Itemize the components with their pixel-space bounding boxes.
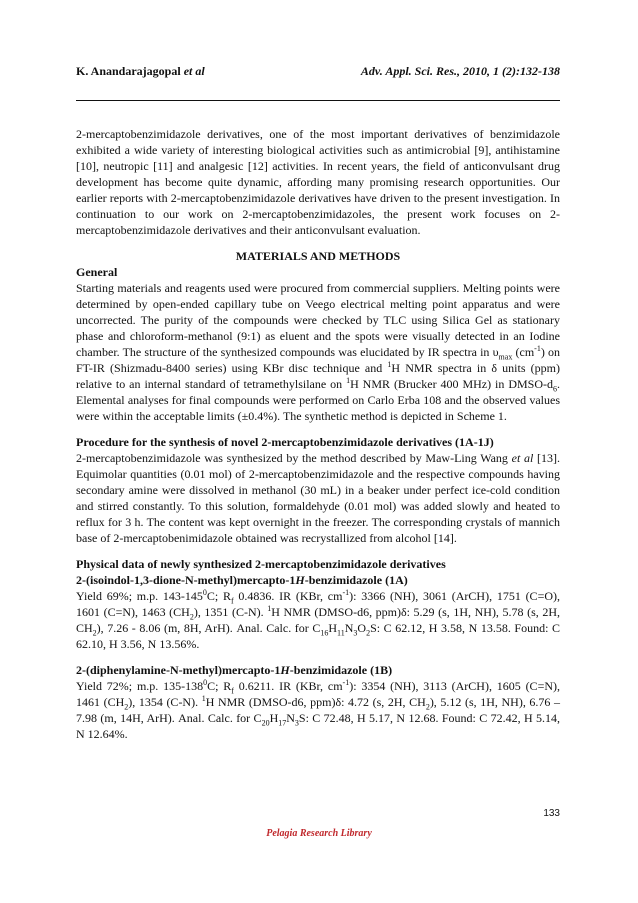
article-body (76, 126, 560, 742)
compound-1b-data: Yield 72%; m.p. $135-138^0C$; $R_f$ 0.6211. IR (KBr, $cm^{-1}$): 3354 (NH), 3113 (ArCH), 1605 (C=N), 1461 $(CH_2)$, 1354 (C-N). $^1$H NMR (DMSO-d6, ppm)δ: 4.72 (s, 2H, $CH_2$), 5.12 (s, 1H, NH), 6.76 – 7.98 (m, 14H, ArH). Anal. Calc. for $C_{20}H_{17}N_3S$: C 72.48, H 5.17, N 12.68. Found: C 72.42, H 5.14, N 12.64%. (76, 678, 561, 741)
section-title: MATERIALS AND METHODS (235, 249, 401, 263)
header-authors (76, 64, 205, 79)
procedure-paragraph: 2-mercaptobenzimidazole was synthesized by the method described by Maw-Ling Wang et al [13]. Equimolar quantities (0.01 mol) of 2-mercaptobenzimidazole and the respective compounds having secondary amine were dissolved in methanol (30 mL) in a beaker under perfect ice-cold condition and stirred constantly. To this solution, formaldehyde (0.01 mol) was added slowly and heated to reflux for 3 h. The content was kept overnight in the freezer. The corresponding crystals of mannich base of 2-mercaptobenimidazole obtained was recrystallized from alcohol [14]. (76, 451, 560, 545)
procedure-heading: Procedure for the synthesis of novel 2-mercaptobenzimidazole derivatives (1A-1J) (76, 435, 494, 449)
header-journal: Adv. Appl. Sci. Res., 2010, 1 (2):132-138 (360, 64, 560, 78)
general-paragraph: Starting materials and reagents used were procured from commercial suppliers. Melting points were determined by open-ended capillary tube on Veego electrical melting point apparatus and were uncorrected. The purity of the compounds were checked by TLC using Silica Gel as stationary phase and chloroform-methanol (9:1) as eluent and the spots were visually detected in an Iodine chamber. The structure of the synthesized compounds was elucidated by IR spectra in $\upsilon_{max}$ $(cm^{-1})$ on FT-IR (Shizmadu-8400 series) using KBr disc technique and $^1$H NMR spectra in δ units (ppm) relative to an internal standard of tetramethylsilane on $^1$H NMR (Brucker 400 MHz) in DMSO-$d_6$. Elemental analyses for final compounds were performed on Carlo Erba 108 and the observed values were within the acceptable limits (±0.4%). The synthetic method is depicted in Scheme 1. (76, 281, 561, 423)
compound-1a-data: Yield 69%; m.p. $143-145^0C$; $R_f$ 0.4836. IR (KBr, $cm^{-1}$): 3366 (NH), 3061 (ArCH), 1751 (C=O), 1601 (C=N), 1463 $(CH_2)$, 1351 (C-N). $^1$H NMR (DMSO-d6, ppm)δ: 5.29 (s, 1H, NH), 5.78 (s, 2H, $CH_2$), 7.26 - 8.06 (m, 8H, ArH). Anal. Calc. for $C_{16}H_{11}N_3O_2S$: C 62.12, H 3.58, N 13.58. Found: C 62.10, H 3.56, N 13.56%. (76, 588, 561, 651)
intro-paragraph: 2-mercaptobenzimidazole derivatives, one of the most important derivatives of benzimidazole exhibited a wide variety of interesting biological activities such as antimicrobial [9], antihistamine [10], neutropic [11] and analgesic [12] activities. In recent years, the field of anticonvulsant drug development has become quite dynamic, affording many promising research opportunities. Our earlier reports with 2-mercaptobenzimidazole derivatives have driven to the present investigation. In continuation to our work on 2-mercaptobenzimidazoles, the present work focuses on 2-mercaptobenzimidazole derivatives and their anticonvulsant evaluation. (76, 127, 560, 237)
authors-text: K. Anandarajagopal (76, 64, 181, 78)
footer-library: Pelagia Research Library (266, 828, 372, 839)
compound-1b-name: 2-(diphenylamine-N-methyl)mercapto-1H-benzimidazole (1B) (76, 663, 393, 677)
page-number: 133 (543, 808, 560, 819)
header-rule (76, 100, 560, 101)
et-al: et al (183, 64, 205, 78)
general-heading: General (76, 265, 118, 279)
running-header (76, 64, 560, 84)
physical-heading: Physical data of newly synthesized 2-mercaptobenzimidazole derivatives (76, 557, 446, 571)
compound-1a-name: 2-(isoindol-1,3-dione-N-methyl)mercapto-1H-benzimidazole (1A) (76, 573, 408, 587)
